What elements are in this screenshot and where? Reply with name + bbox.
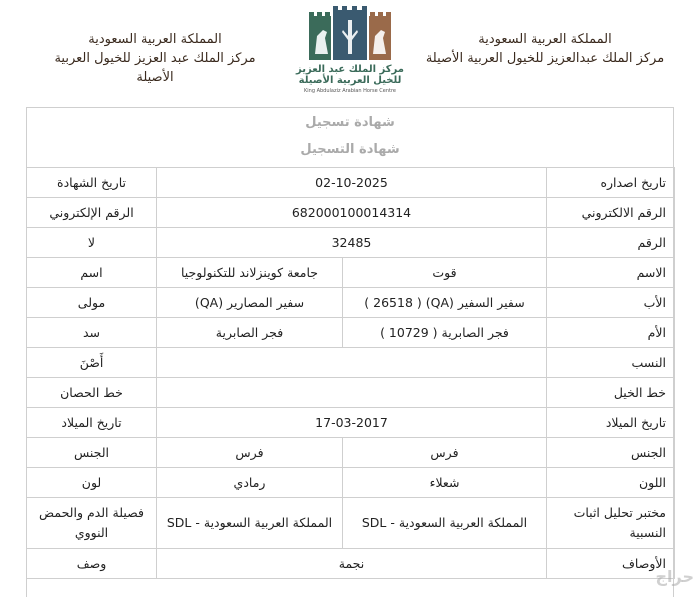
- field-value: 17-03-2017: [157, 408, 547, 438]
- table-row: [27, 228, 675, 258]
- field-value-translated: المملكة العربية السعودية - SDL: [157, 498, 343, 549]
- field-translation: لا: [27, 228, 157, 258]
- field-value-arabic: فرس: [343, 438, 547, 468]
- field-label: النسب: [547, 348, 675, 378]
- header-right-text: [420, 30, 670, 68]
- field-value-arabic: قوت: [343, 258, 547, 288]
- field-value-arabic: سفير السفير (QA) ( 26518 ): [343, 288, 547, 318]
- header-left-country: المملكة العربية السعودية: [88, 32, 222, 47]
- table-row: [27, 288, 675, 318]
- field-value: [157, 378, 547, 408]
- field-translation: لون: [27, 468, 157, 498]
- logo-arabic-line1: مركز الملك عبد العزيز: [296, 64, 404, 75]
- field-label: الاسم: [547, 258, 675, 288]
- table-row: [27, 198, 675, 228]
- header-right-center: مركز الملك عبدالعزيز للخيول العربية الأصيلة: [425, 51, 665, 66]
- field-translation: أَصْنَ: [27, 348, 157, 378]
- logo-caption: [295, 64, 405, 94]
- table-row: [27, 438, 675, 468]
- field-label: تاريخ اصداره: [547, 168, 675, 198]
- field-translation: اسم: [27, 258, 157, 288]
- field-translation: سد: [27, 318, 157, 348]
- field-translation: وصف: [27, 549, 157, 579]
- table-row: [27, 549, 675, 579]
- field-value: 02-10-2025: [157, 168, 547, 198]
- header-left-text: [40, 30, 270, 87]
- field-translation: الجنس: [27, 438, 157, 468]
- field-value-translated: جامعة كوينزلاند للتكنولوجيا: [157, 258, 343, 288]
- field-value-arabic: المملكة العربية السعودية - SDL: [343, 498, 547, 549]
- field-value-translated: فجر الصابرية: [157, 318, 343, 348]
- field-value: 32485: [157, 228, 547, 258]
- table-row: [27, 468, 675, 498]
- certificate-table: [26, 167, 675, 579]
- header-right-country: المملكة العربية السعودية: [478, 32, 612, 47]
- field-label: الأم: [547, 318, 675, 348]
- field-label: اللون: [547, 468, 675, 498]
- watermark: حراج: [655, 567, 694, 586]
- certificate-subtitle: شهادة التسجيل: [300, 142, 400, 157]
- field-label: مختبر تحليل اثبات النسبية: [547, 498, 675, 549]
- certificate-title: شهادة تسجيل: [305, 115, 395, 130]
- field-value-arabic: فجر الصابرية ( 10729 ): [343, 318, 547, 348]
- field-value-translated: سفير المصارير (QA): [157, 288, 343, 318]
- field-value-translated: رمادي: [157, 468, 343, 498]
- field-label: الجنس: [547, 438, 675, 468]
- center-logo: [295, 6, 405, 102]
- field-value: نجمة: [157, 549, 547, 579]
- header-left-center: مركز الملك عبد العزيز للخيول العربية الأصيلة: [54, 51, 256, 85]
- field-translation: تاريخ الميلاد: [27, 408, 157, 438]
- field-translation: الرقم الإلكتروني: [27, 198, 157, 228]
- field-label: تاريخ الميلاد: [547, 408, 675, 438]
- table-row: [27, 348, 675, 378]
- field-value: 682000100014314: [157, 198, 547, 228]
- field-translation: فصيلة الدم والحمض النووي: [27, 498, 157, 549]
- field-label: الأوصاف: [547, 549, 675, 579]
- certificate-header: [0, 0, 700, 108]
- field-value-translated: فرس: [157, 438, 343, 468]
- table-row: [27, 168, 675, 198]
- field-value-arabic: شعلاء: [343, 468, 547, 498]
- horse-logo-icon: [295, 6, 405, 64]
- field-translation: خط الحصان: [27, 378, 157, 408]
- table-row: [27, 378, 675, 408]
- field-translation: مولى: [27, 288, 157, 318]
- table-row: [27, 318, 675, 348]
- table-row: [27, 258, 675, 288]
- field-label: خط الخيل: [547, 378, 675, 408]
- field-label: الرقم الالكتروني: [547, 198, 675, 228]
- logo-arabic-line2: للخيل العربية الأصيلة: [298, 75, 402, 86]
- field-label: الرقم: [547, 228, 675, 258]
- logo-english: King Abdulaziz Arabian Horse Centre: [303, 88, 396, 94]
- field-label: الأب: [547, 288, 675, 318]
- field-translation: تاريخ الشهادة: [27, 168, 157, 198]
- field-value: [157, 348, 547, 378]
- table-row: [27, 408, 675, 438]
- table-row: [27, 498, 675, 549]
